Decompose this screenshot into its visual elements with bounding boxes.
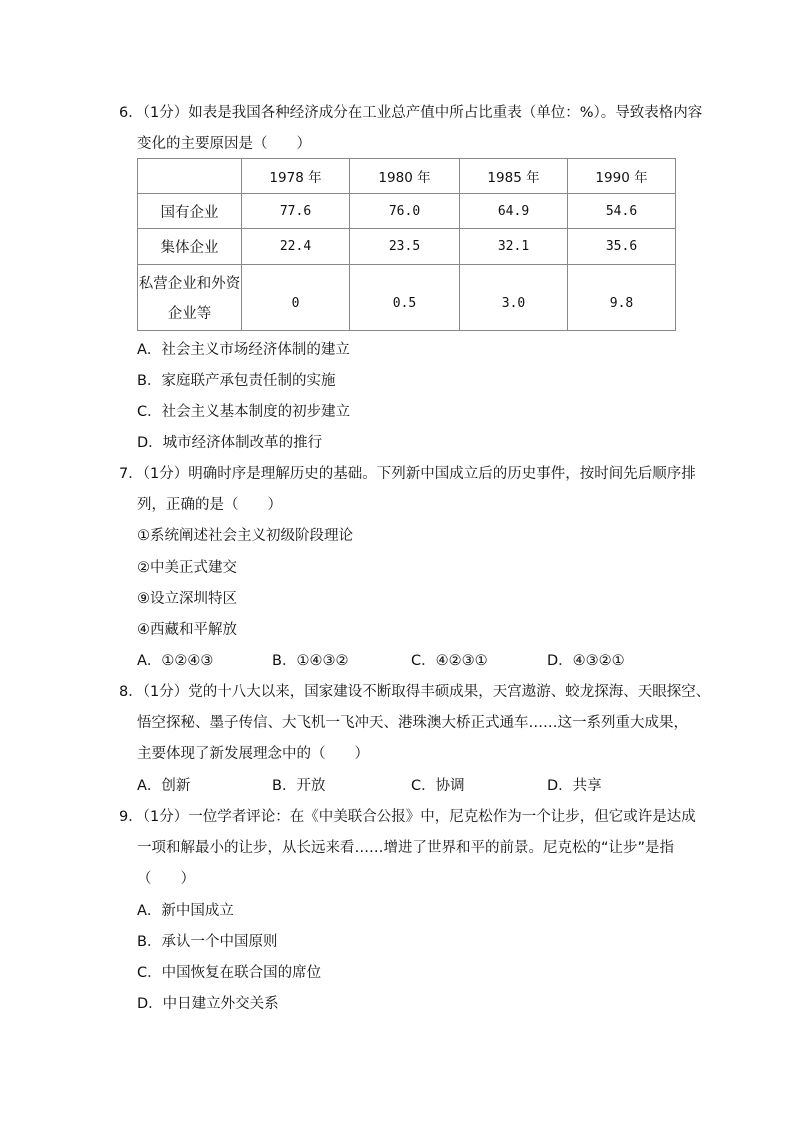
table-cell: 23.5 xyxy=(350,229,460,265)
table-cell: 9.8 xyxy=(568,265,676,331)
table-year-header: 1990 年 xyxy=(568,159,676,194)
table-year-header: 1978 年 xyxy=(242,159,350,194)
q9-option-a[interactable]: A．新中国成立 xyxy=(137,903,234,919)
q9-stem-line1: 9．（1分）一位学者评论：在《中美联合公报》中，尼克松作为一个让步，但它或许是达成 xyxy=(119,809,696,825)
table-cell: 76.0 xyxy=(350,194,460,229)
table-row xyxy=(138,265,676,331)
q8-stem-line2: 悟空探秘、墨子传信、大飞机一飞冲天、港珠澳大桥正式通车……这一系列重大成果， xyxy=(137,715,688,731)
q9-option-d[interactable]: D．中日建立外交关系 xyxy=(137,996,279,1012)
q9-option-b[interactable]: B．承认一个中国原则 xyxy=(137,934,278,950)
row-label-line1: 私营企业和外资 xyxy=(138,275,241,292)
row-label: 集体企业 xyxy=(138,229,242,265)
q7-stem-line2: 列，正确的是（ ） xyxy=(137,497,282,513)
row-label: 国有企业 xyxy=(138,194,242,229)
q6-stem-line1: 6．（1分）如表是我国各种经济成分在工业总产值中所占比重表（单位：%）。导致表格内容 xyxy=(119,105,703,121)
q9-option-c[interactable]: C．中国恢复在联合国的席位 xyxy=(137,965,322,981)
table-row xyxy=(138,229,676,265)
row-label xyxy=(138,265,242,331)
table-year-header: 1980 年 xyxy=(350,159,460,194)
q8-option-c[interactable]: C．协调 xyxy=(411,778,465,794)
table-row xyxy=(138,194,676,229)
table-cell: 22.4 xyxy=(242,229,350,265)
q9-stem-line2: 一项和解最小的让步，从长远来看……增进了世界和平的前景。尼克松的“让步”是指 xyxy=(137,840,675,856)
q7-option-c[interactable]: C．④②③① xyxy=(411,653,488,669)
table-cell: 77.6 xyxy=(242,194,350,229)
q7-option-d[interactable]: D．④③②① xyxy=(547,653,625,669)
q7-stem-line1: 7．（1分）明确时序是理解历史的基础。下列新中国成立后的历史事件，按时间先后顺序排 xyxy=(119,466,696,482)
q7-event-3: ⑨设立深圳特区 xyxy=(137,591,237,607)
table-year-header: 1985 年 xyxy=(460,159,568,194)
q6-option-a[interactable]: A．社会主义市场经济体制的建立 xyxy=(137,342,350,358)
q6-option-c[interactable]: C．社会主义基本制度的初步建立 xyxy=(137,404,351,420)
table-cell: 0.5 xyxy=(350,265,460,331)
table-cell: 64.9 xyxy=(460,194,568,229)
q7-event-4: ④西藏和平解放 xyxy=(137,622,237,638)
table-corner-cell xyxy=(138,159,242,194)
q8-stem-line1: 8．（1分）党的十八大以来，国家建设不断取得丰硕成果，天宫遨游、蛟龙探海、天眼探空、 xyxy=(119,684,711,700)
table-cell: 3.0 xyxy=(460,265,568,331)
q6-stem-line2: 变化的主要原因是（ ） xyxy=(137,136,311,152)
table-cell: 35.6 xyxy=(568,229,676,265)
table-cell: 0 xyxy=(242,265,350,331)
q8-option-d[interactable]: D．共享 xyxy=(547,778,602,794)
q7-event-1: ①系统阐述社会主义初级阶段理论 xyxy=(137,528,353,544)
row-label-line2: 企业等 xyxy=(167,305,212,322)
table-cell: 54.6 xyxy=(568,194,676,229)
q6-data-table xyxy=(137,158,676,331)
q6-option-d[interactable]: D．城市经济体制改革的推行 xyxy=(137,435,323,451)
q8-option-a[interactable]: A．创新 xyxy=(137,778,191,794)
q9-stem-line3: （ ） xyxy=(137,871,195,887)
q7-option-b[interactable]: B．①④③② xyxy=(272,653,349,669)
q6-option-b[interactable]: B．家庭联产承包责任制的实施 xyxy=(137,373,336,389)
q8-stem-line3: 主要体现了新发展理念中的（ ） xyxy=(137,746,369,762)
table-cell: 32.1 xyxy=(460,229,568,265)
table-header-row xyxy=(138,159,676,194)
q8-option-b[interactable]: B．开放 xyxy=(272,778,326,794)
q7-event-2: ②中美正式建交 xyxy=(137,560,237,576)
q7-option-a[interactable]: A．①②④③ xyxy=(137,653,214,669)
